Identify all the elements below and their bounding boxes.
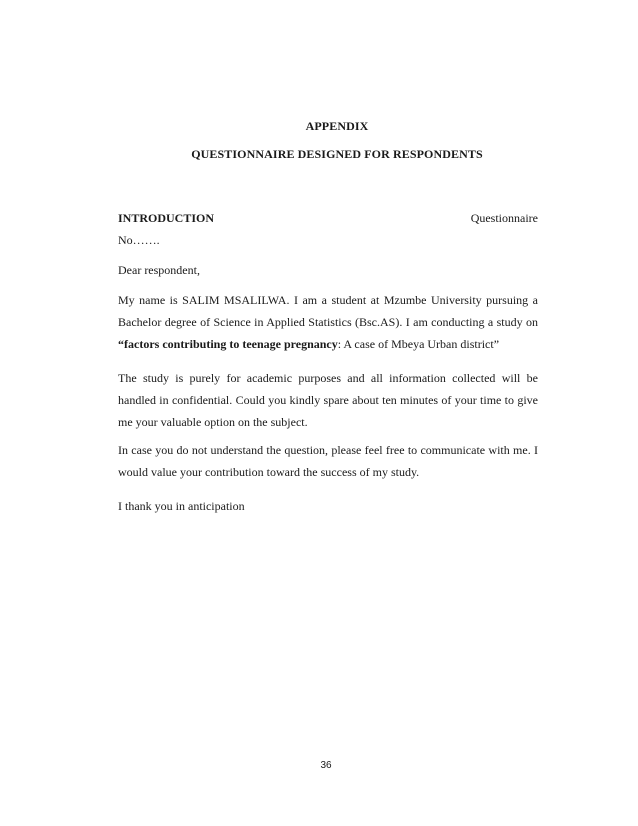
contact-paragraph: In case you do not understand the question, please feel free to communicate with me. I would value your contribution toward the success of my study. [118, 443, 538, 479]
study-case: : A case of Mbeya Urban district” [337, 337, 500, 351]
questionnaire-label: Questionnaire [470, 211, 538, 225]
questionnaire-number-line: No……. [118, 233, 160, 247]
salutation: Dear respondent, [118, 263, 200, 277]
appendix-title: APPENDIX [305, 119, 369, 133]
paragraph1-text: My name is SALIM MSALILWA. I am a student at Mzumbe University pursuing a Bachelor degree of Science in Applied Statistics (Bsc.AS). I am conducting a study on [118, 293, 538, 329]
page-number: 36 [320, 760, 332, 771]
purpose-paragraph: The study is purely for academic purposes and all information collected will be handled in confidential. Could you kindly spare about ten minutes of your time to give me your valuable option on the subject. [118, 371, 538, 429]
intro-row [118, 207, 538, 229]
questionnaire-title: QUESTIONNAIRE DESIGNED FOR RESPONDENTS [191, 147, 483, 161]
introduction-paragraph [118, 289, 538, 355]
closing-line: I thank you in anticipation [118, 499, 245, 513]
introduction-label: INTRODUCTION [118, 211, 215, 225]
study-topic: “factors contributing to teenage pregnancy [118, 337, 338, 351]
